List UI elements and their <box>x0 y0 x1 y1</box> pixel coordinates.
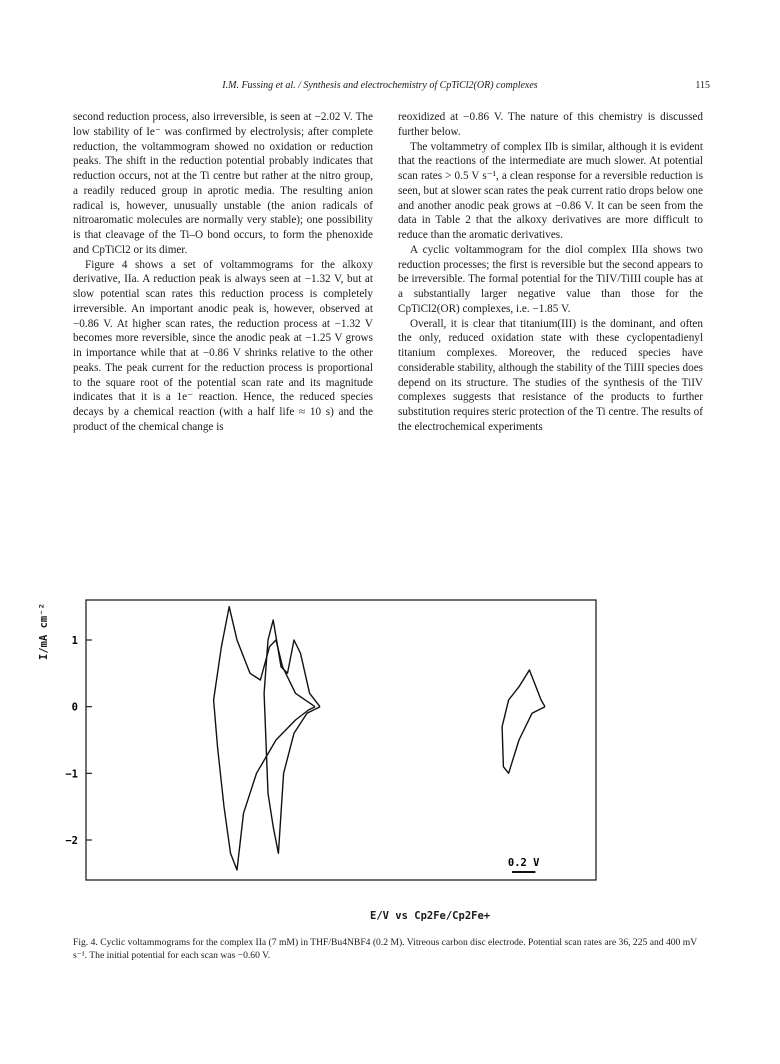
page-number: 115 <box>695 80 710 91</box>
right-paragraph-4: Overall, it is clear that titanium(III) is the dominant, and often the only, reduced oxidation state with these cyclopentadienyl titanium complexes. Moreover, the reduced species have considerable stability, although the stability of the TiIII species does depend on its structure. The studies of the synthesis of the TiIV complexes suggests that resistance of the products to further substitution requires steric protection of the Ti centre. The results of the electrochemical experiments <box>398 317 704 433</box>
left-column <box>73 110 373 435</box>
voltammogram-plot <box>50 590 610 900</box>
right-paragraph-3: A cyclic voltammogram for the diol complex IIIa shows two reduction processes; the first is reversible but the second appears to be irreversible. The formal potential for the TiIV/TiIII couple has at a substantially larger negative value than those for the CpTiCl2(OR) complexes, i.e. −1.85 V. <box>398 243 703 315</box>
figure-4 <box>50 590 610 900</box>
right-paragraph-2: The voltammetry of complex IIb is similar, although it is evident that the reactions of the intermediate are much slower. At potential scan rates > 0.5 V s⁻¹, a clean response for a reversible reduction is seen, but at slower scan rates the peak current ratio drops below one and another anodic peak grows at −0.86 V. It can be seen from the data in Table 2 that the alkoxy derivatives are more difficult to reduce than the aromatic derivatives. <box>398 140 703 241</box>
running-header <box>90 80 710 96</box>
cv-curve-1 <box>214 607 315 870</box>
right-column <box>398 110 703 435</box>
cv-curve-2 <box>264 620 320 853</box>
left-paragraph-2: Figure 4 shows a set of voltammograms for the alkoxy derivative, IIa. A reduction peak is always seen at −1.32 V, but at slow potential scan rates this reduction process is completely irreversible. An important anodic peak is, however, observed at −0.86 V. At higher scan rates, the reduction process at −1.32 V becomes more reversible, since the anodic peak at −1.25 V grows in importance while that at −0.86 V shrinks relative to the other peaks. The peak current for the reduction process is proportional to the square root of the potential scan rate and its magnitude indicates that it is a 1e⁻ reaction. Hence, the reduced species decays by a chemical reaction (with a half life ≈ 10 s) and the product of the chemical change is <box>73 258 373 433</box>
y-tick-label: −2 <box>65 835 78 847</box>
scale-bar-label: 0.2 V <box>507 857 540 869</box>
running-title: I.M. Fussing et al. / Synthesis and electrochemistry of CpTiCl2(OR) complexes <box>222 80 538 91</box>
curves <box>214 607 545 870</box>
cv-curve-3 <box>502 670 545 773</box>
y-tick-label: −1 <box>65 768 78 781</box>
y-axis-label: I/mA cm⁻² <box>38 603 50 660</box>
left-paragraph-1: second reduction process, also irreversible, is seen at −2.02 V. The low stability of Ie⁻ was confirmed by electrolysis; after complete reduction, the voltammogram showed no oxidation or reduction peaks. The shift in the reduction potential probably indicates that reduction occurs, not at the Ti centre but rather at the nitro group, a readily reduced group in aprotic media. The resulting anion radical is, however, unusually unstable (the anion radicals of nitroaromatic molecules are normally very stable); one possibility is that cleavage of the Ti–O bond occurs, to form the phenoxide and CpTiCl2 or its dimer. <box>73 111 373 256</box>
y-ticks <box>65 635 92 847</box>
figure-caption: Fig. 4. Cyclic voltammograms for the complex IIa (7 mM) in THF/Bu4NBF4 (0.2 M). Vitreous carbon disc electrode. Potential scan rates are 36, 225 and 400 mV s⁻¹. The initial potential for each scan was −0.60 V. <box>73 937 697 961</box>
y-tick-label: 1 <box>71 635 78 647</box>
scale-bar <box>508 857 540 872</box>
right-paragraph-1: reoxidized at −0.86 V. The nature of this chemistry is discussed further below. <box>398 111 703 138</box>
x-axis-label: E/V vs Cp2Fe/Cp2Fe+ <box>370 910 491 922</box>
y-tick-label: 0 <box>71 701 78 714</box>
